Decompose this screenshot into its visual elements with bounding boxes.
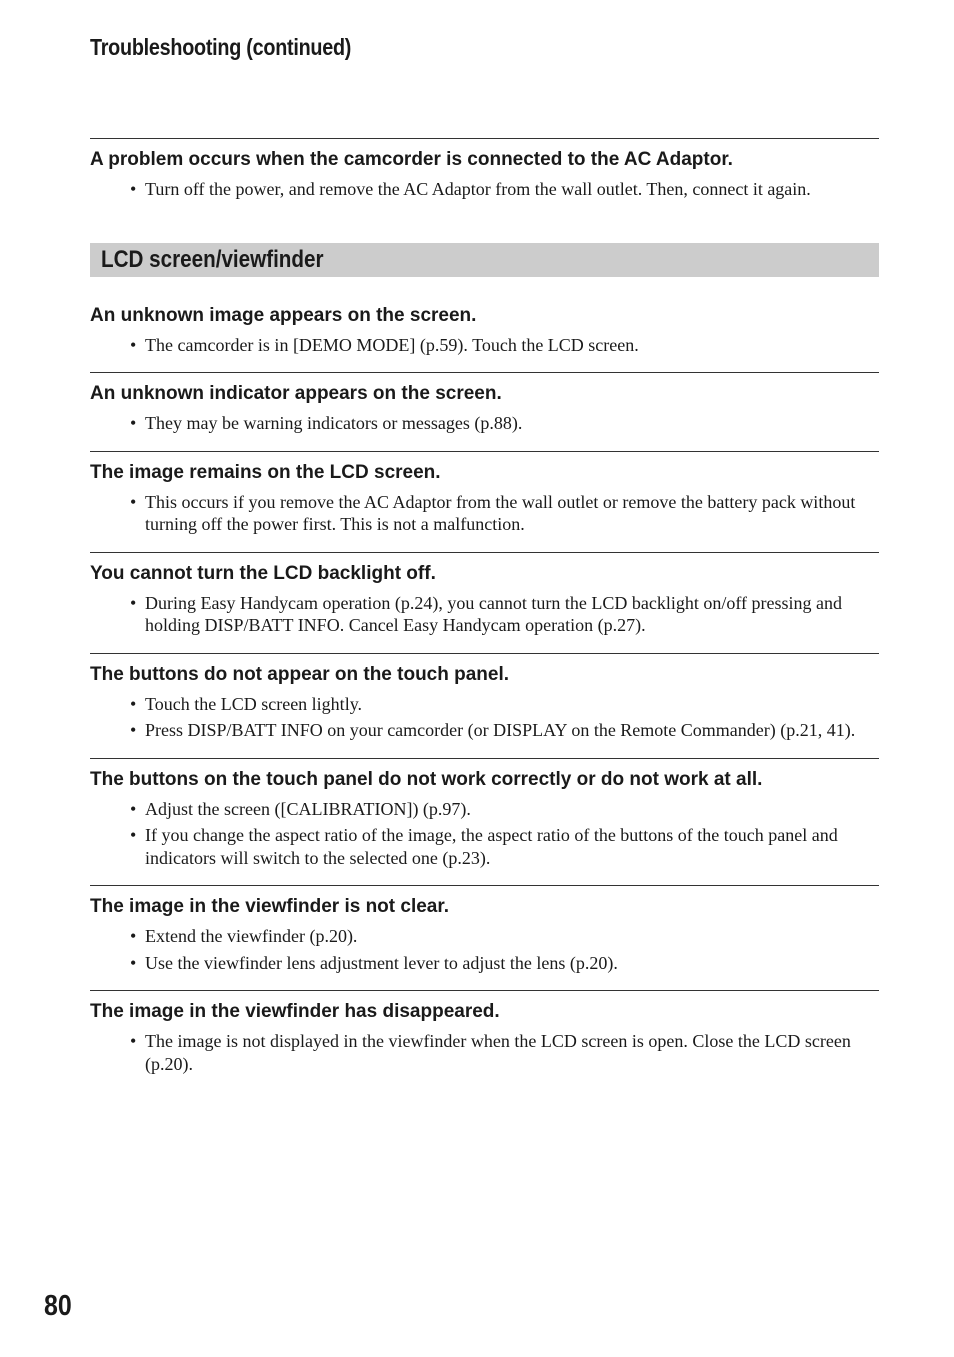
problem-ac-adaptor xyxy=(90,138,879,217)
bullet-item: • Extend the viewfinder (p.20). xyxy=(90,925,879,948)
content xyxy=(90,138,879,1091)
bullet-item: • Touch the LCD screen lightly. xyxy=(90,693,879,716)
bullet-list xyxy=(90,592,879,637)
problem-title: The image in the viewfinder is not clear. xyxy=(90,896,449,917)
problem-image-remains xyxy=(90,451,879,552)
bullet-list xyxy=(90,925,879,974)
problem-title: The buttons do not appear on the touch panel. xyxy=(90,663,510,685)
bullet-list xyxy=(90,491,879,536)
problem-viewfinder-unclear xyxy=(90,885,879,990)
bullet-item: • The image is not displayed in the viewfinder when the LCD screen is open. Close the LCD screen (p.20). xyxy=(90,1030,879,1075)
bullet-item: • This occurs if you remove the AC Adaptor from the wall outlet or remove the battery pack without turning off the power first. This is not a malfunction. xyxy=(90,491,879,536)
problem-title: The image in the viewfinder has disappeared. xyxy=(90,1001,500,1022)
bullet-item: • The camcorder is in [DEMO MODE] (p.59). Touch the LCD screen. xyxy=(90,334,879,357)
problem-unknown-image xyxy=(90,295,879,373)
problem-buttons-not-working xyxy=(90,758,879,886)
bullet-item: • They may be warning indicators or messages (p.88). xyxy=(90,412,879,435)
bullet-item: • Press DISP/BATT INFO on your camcorder (or DISPLAY on the Remote Commander) (p.21, 41). xyxy=(90,719,879,742)
problem-title: The image remains on the LCD screen. xyxy=(90,461,441,483)
problem-unknown-indicator xyxy=(90,372,879,451)
problem-title: An unknown indicator appears on the screen. xyxy=(90,383,502,404)
problem-title: A problem occurs when the camcorder is connected to the AC Adaptor. xyxy=(90,149,733,170)
section-heading-label: LCD screen/viewfinder xyxy=(101,245,324,273)
bullet-item: • Use the viewfinder lens adjustment lever to adjust the lens (p.20). xyxy=(90,952,879,975)
problem-title: The buttons on the touch panel do not work correctly or do not work at all. xyxy=(90,768,763,790)
page-header: Troubleshooting (continued) xyxy=(90,34,352,60)
problem-viewfinder-disappeared xyxy=(90,990,879,1091)
bullet-list xyxy=(90,798,879,870)
bullet-list xyxy=(90,178,879,201)
problem-title: You cannot turn the LCD backlight off. xyxy=(90,562,436,584)
bullet-item: • Adjust the screen ([CALIBRATION]) (p.97). xyxy=(90,798,879,821)
bullet-item: • During Easy Handycam operation (p.24), you cannot turn the LCD backlight on/off pressing and holding DISP/BATT INFO. Cancel Easy Handycam operation (p.27). xyxy=(90,592,879,637)
bullet-list xyxy=(90,334,879,357)
bullet-item: • Turn off the power, and remove the AC Adaptor from the wall outlet. Then, connect it again. xyxy=(90,178,879,201)
bullet-list xyxy=(90,412,879,435)
problem-title: An unknown image appears on the screen. xyxy=(90,304,477,326)
page-number: 80 xyxy=(44,1290,72,1322)
problem-buttons-missing xyxy=(90,653,879,758)
bullet-list xyxy=(90,1030,879,1075)
section-heading xyxy=(90,243,879,277)
bullet-item: • If you change the aspect ratio of the image, the aspect ratio of the buttons of the touch panel and indicators will switch to the selected one (p.23). xyxy=(90,824,879,869)
bullet-list xyxy=(90,693,879,742)
problem-backlight xyxy=(90,552,879,653)
